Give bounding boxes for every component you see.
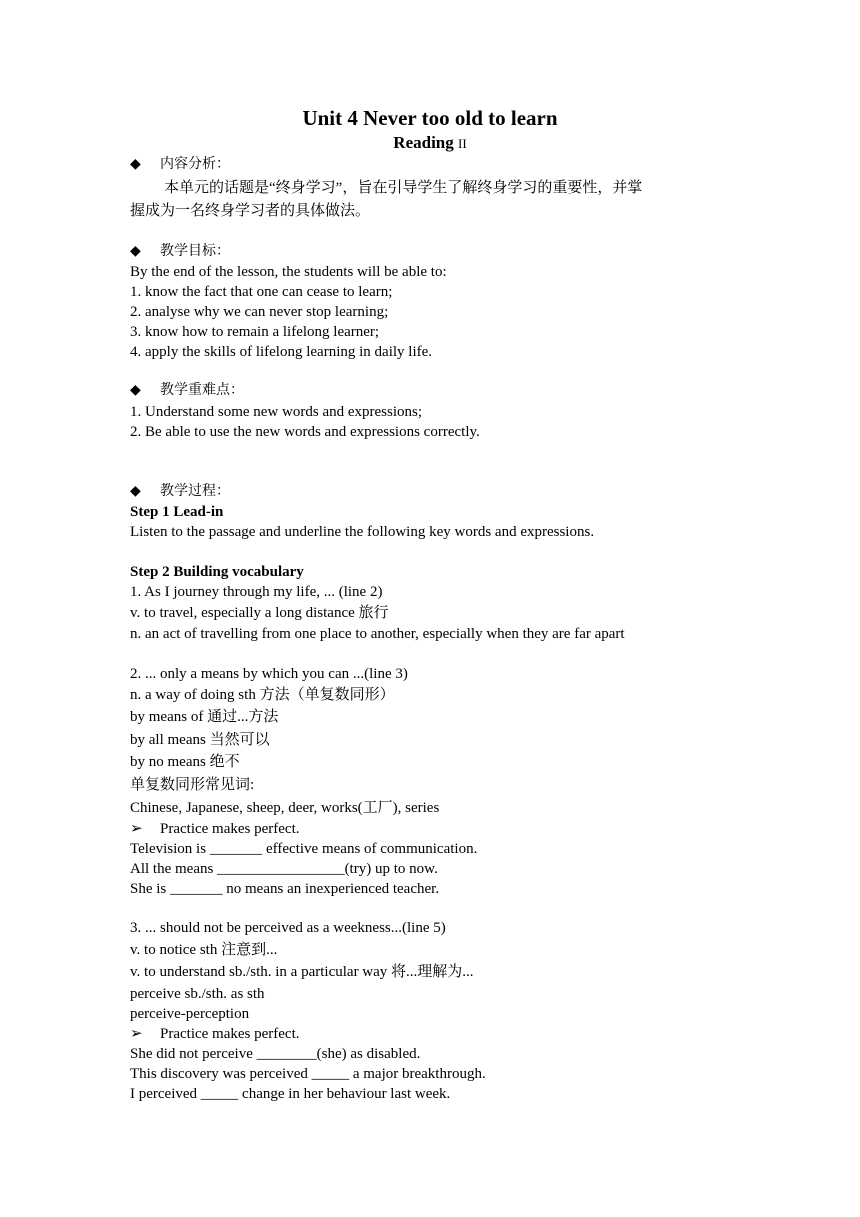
definition-line: by all means 当然可以 [130, 732, 270, 748]
definition-line: n. a way of doing sth 方法（单复数同形） [130, 687, 395, 703]
section-heading-text: 教学重难点： [160, 382, 244, 398]
exercise-line: She is _______ no means an inexperienced teacher. [130, 881, 440, 897]
definition-line: v. to understand sb./sth. in a particular way 将...理解为... [130, 964, 474, 980]
definition-line: v. to travel, especially a long distance 旅行 [130, 605, 389, 621]
section-heading-content-analysis [130, 154, 740, 174]
diamond-bullet-icon: ◆ [130, 243, 141, 259]
step-title: Step 2 Building vocabulary [130, 564, 304, 580]
exercise-line: All the means _________________(try) up to now. [130, 861, 438, 877]
text-line: By the end of the lesson, the students will be able to: [130, 264, 447, 280]
definition-line: perceive-perception [130, 1006, 250, 1022]
practice-heading-text: Practice makes perfect. [160, 821, 300, 837]
definition-line: v. to notice sth 注意到... [130, 942, 278, 958]
section-heading-objectives [130, 241, 740, 261]
list-item: 1. Understand some new words and expressions; [130, 404, 423, 420]
text-line: Listen to the passage and underline the following key words and expressions. [130, 524, 595, 540]
paragraph-line: 握成为一名终身学习者的具体做法。 [130, 203, 371, 219]
section-heading-text: 教学目标： [160, 243, 230, 259]
subtitle-text: Reading [393, 133, 454, 152]
section-heading-text: 内容分析： [160, 156, 230, 172]
section-heading-procedure [130, 481, 740, 501]
exercise-line: Television is _______ effective means of communication. [130, 841, 478, 857]
list-item: 2. Be able to use the new words and expressions correctly. [130, 424, 480, 440]
definition-line: 单复数同形常见词: [130, 777, 255, 793]
list-item: 1. know the fact that one can cease to learn; [130, 284, 393, 300]
document-title: Unit 4 Never too old to learn [302, 106, 558, 130]
vocab-item: 3. ... should not be perceived as a weekness...(line 5) [130, 920, 446, 936]
arrow-bullet-icon: ➢ [130, 1026, 143, 1042]
section-heading-key-points [130, 380, 740, 400]
vocab-item: 2. ... only a means by which you can ...(line 3) [130, 666, 408, 682]
diamond-bullet-icon: ◆ [130, 483, 141, 499]
exercise-line: I perceived _____ change in her behaviour last week. [130, 1086, 451, 1102]
vocab-item: 1. As I journey through my life, ... (line 2) [130, 584, 383, 600]
step-title: Step 1 Lead-in [130, 504, 224, 520]
list-item: 3. know how to remain a lifelong learner; [130, 324, 380, 340]
paragraph-line: 本单元的话题是“终身学习”，旨在引导学生了解终身学习的重要性，并掌 [164, 180, 643, 196]
practice-heading-text: Practice makes perfect. [160, 1026, 300, 1042]
definition-line: by no means 绝不 [130, 754, 240, 770]
subtitle-numeral: II [458, 136, 467, 151]
practice-heading [130, 1024, 740, 1044]
exercise-line: She did not perceive ________(she) as disabled. [130, 1046, 421, 1062]
list-item: 2. analyse why we can never stop learning; [130, 304, 389, 320]
exercise-line: This discovery was perceived _____ a major breakthrough. [130, 1066, 486, 1082]
list-item: 4. apply the skills of lifelong learning in daily life. [130, 344, 433, 360]
arrow-bullet-icon: ➢ [130, 821, 143, 837]
definition-line: perceive sb./sth. as sth [130, 986, 265, 1002]
definition-line: Chinese, Japanese, sheep, deer, works(工厂), series [130, 800, 440, 816]
diamond-bullet-icon: ◆ [130, 382, 141, 398]
practice-heading [130, 819, 740, 839]
section-heading-text: 教学过程： [160, 483, 230, 499]
diamond-bullet-icon: ◆ [130, 156, 141, 172]
definition-line: n. an act of travelling from one place to another, especially when they are far apart [130, 626, 625, 642]
document-subtitle [0, 132, 860, 155]
definition-line: by means of 通过...方法 [130, 709, 279, 725]
